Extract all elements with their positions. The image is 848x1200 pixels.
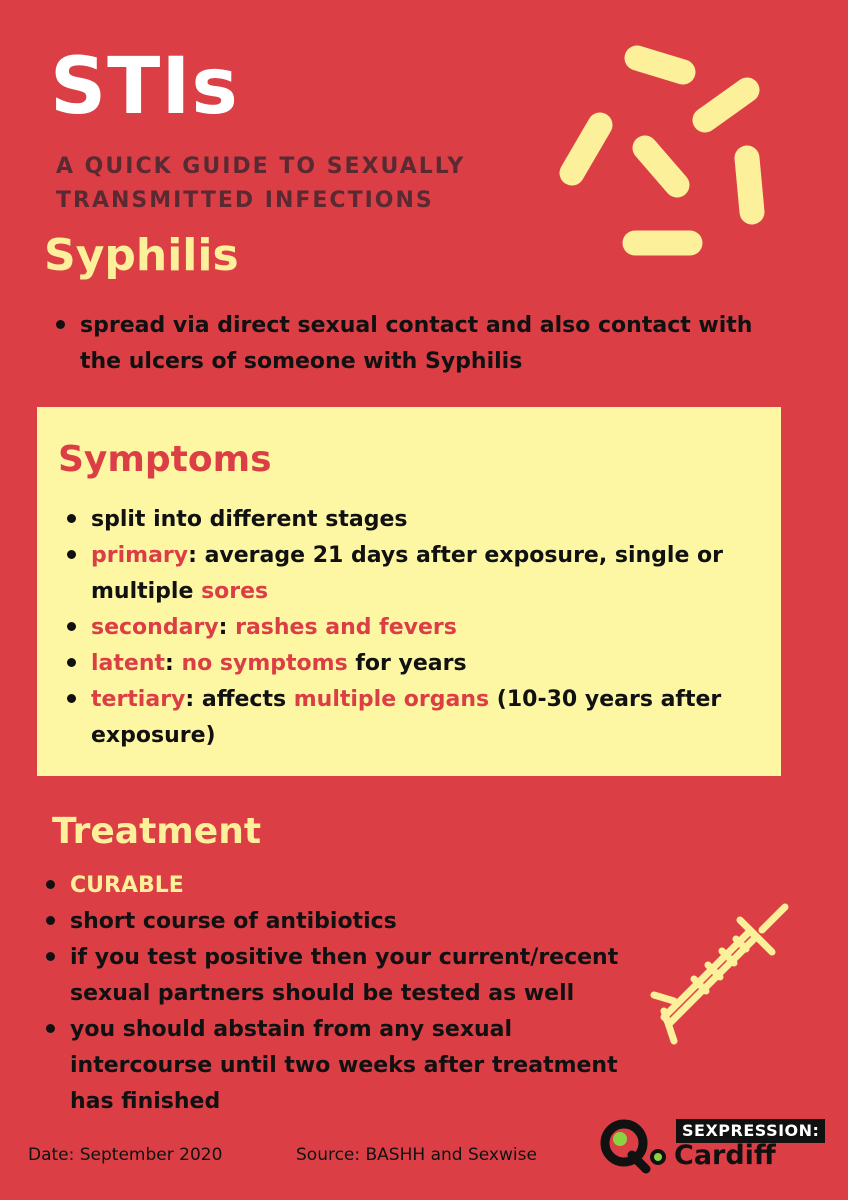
- list-item: CURABLE: [46, 868, 626, 904]
- footer-source: Source: BASHH and Sexwise: [296, 1145, 537, 1165]
- symptoms-list: [67, 502, 757, 754]
- footer-date: Date: September 2020: [28, 1145, 223, 1165]
- treatment-heading: Treatment: [52, 811, 262, 852]
- list-item: [67, 610, 757, 646]
- symptom-text: : average 21 days after exposure, single or multiple: [91, 543, 723, 604]
- list-item: [67, 538, 757, 610]
- treatment-list: [46, 868, 626, 1120]
- symptom-highlight: sores: [201, 579, 269, 604]
- logo-text-top: SEXPRESSION:: [676, 1119, 825, 1143]
- stage-term: latent: [91, 651, 166, 676]
- symptom-separator: :: [165, 651, 182, 676]
- list-item: short course of antibiotics: [46, 904, 626, 940]
- list-item: [67, 646, 757, 682]
- subtitle-line-2: TRANSMITTED INFECTIONS: [56, 188, 434, 213]
- symptom-highlight: multiple organs: [293, 687, 490, 712]
- bacteria-icon: [550, 40, 780, 270]
- stage-term: primary: [91, 543, 189, 568]
- symptom-text: for years: [347, 651, 467, 676]
- page-title: STIs: [50, 42, 239, 132]
- list-item: spread via direct sexual contact and also contact with the ulcers of someone with Syphilis: [56, 308, 776, 380]
- subtitle-line-1: A QUICK GUIDE TO SEXUALLY: [56, 154, 466, 179]
- syringe-icon: [640, 895, 800, 1055]
- list-item: [67, 502, 757, 538]
- disease-name: Syphilis: [44, 230, 239, 281]
- symptom-separator: :: [218, 615, 236, 640]
- list-item: you should abstain from any sexual intercourse until two weeks after treatment has finished: [46, 1012, 626, 1120]
- sexpression-logo: [600, 1117, 820, 1177]
- symptom-highlight: rashes and fevers: [235, 615, 457, 640]
- list-item: [67, 682, 757, 754]
- symptoms-heading: Symptoms: [58, 439, 272, 480]
- list-item: if you test positive then your current/recent sexual partners should be tested as well: [46, 940, 626, 1012]
- spread-list: [56, 308, 776, 380]
- symptom-highlight: no symptoms: [181, 651, 348, 676]
- stage-term: secondary: [91, 615, 219, 640]
- symptom-text: split into different stages: [91, 507, 408, 532]
- symptom-text: (10-30 years after exposure): [91, 687, 722, 748]
- logo-text-bottom: Cardiff: [674, 1140, 776, 1171]
- logo-mark-icon: [600, 1117, 672, 1175]
- symptom-text: : affects: [185, 687, 294, 712]
- stage-term: tertiary: [91, 687, 186, 712]
- symptoms-box: [37, 407, 781, 776]
